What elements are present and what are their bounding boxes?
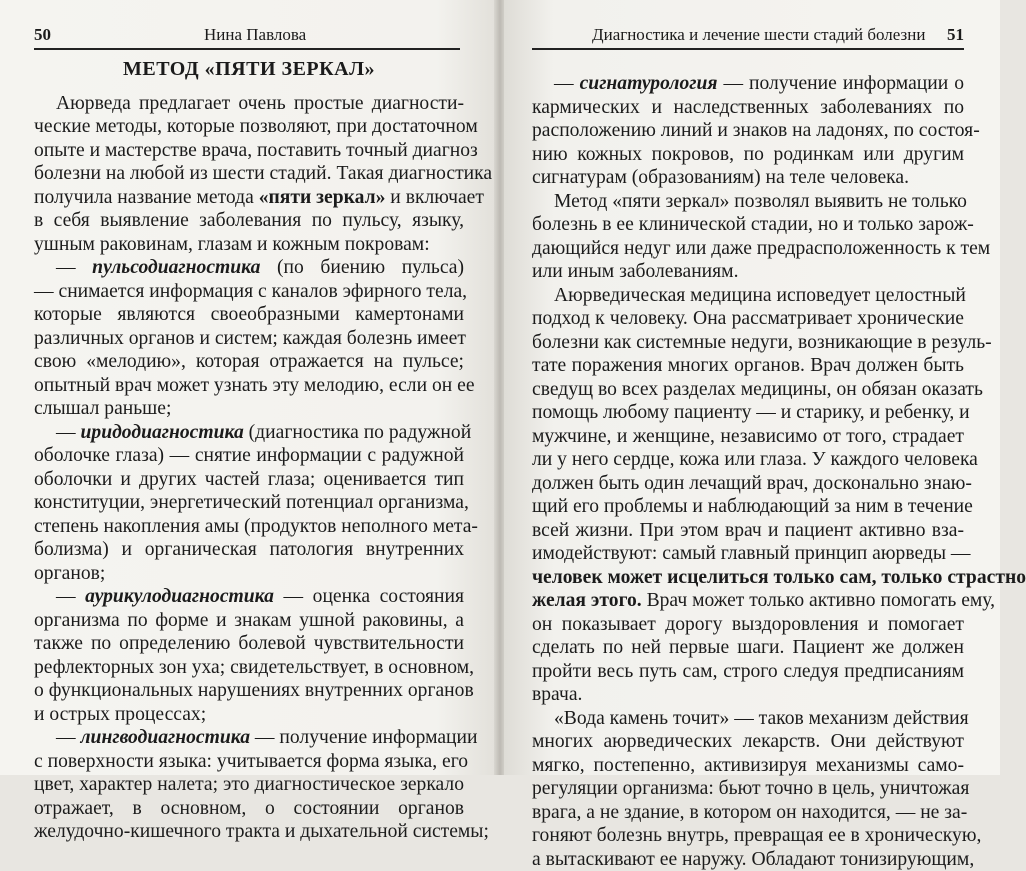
text-line: цвет, характер налета; это диагностическое зеркало <box>34 773 464 797</box>
running-head: Диагностика и лечение шести стадий болезни <box>592 25 925 45</box>
left-page-body <box>34 58 464 844</box>
text-line: ли у него сердце, кожа или глаза. У каждого человека <box>532 448 964 472</box>
text-line: — сигнатурология — получение информации о <box>532 72 964 96</box>
text-line: о функциональных нарушениях внутренних органов <box>34 679 464 703</box>
text-line: врача. <box>532 683 964 707</box>
text-line: мягко, постепенно, активизируя механизмы само- <box>532 754 964 778</box>
page-number: 51 <box>947 25 964 45</box>
text-line: дающийся недуг или даже предрасположенность к тем <box>532 237 964 261</box>
text-line: кармических и наследственных заболеваниях по <box>532 96 964 120</box>
section-title: МЕТОД «ПЯТИ ЗЕРКАЛ» <box>34 58 464 82</box>
text-line: сигнатурам (образованиям) на теле человека. <box>532 166 964 190</box>
text-line: он показывает дорогу выздоровления и помогает <box>532 613 964 637</box>
text-line: опыте и мастерстве врача, поставить точный диагноз <box>34 139 464 163</box>
text-line: также по определению болевой чувствительности <box>34 632 464 656</box>
text-line: болезни на любой из шести стадий. Такая диагностика <box>34 162 464 186</box>
right-page-body <box>532 72 964 871</box>
text-line: с поверхности языка: учитывается форма языка, его <box>34 750 464 774</box>
text-line: Метод «пяти зеркал» позволял выявить не только <box>532 190 964 214</box>
text-line: — лингводиагностика — получение информации <box>34 726 464 750</box>
text-line: врага, а не здание, в котором он находится, — не за- <box>532 801 964 825</box>
text-line: ческие методы, которые позволяют, при достаточном <box>34 115 464 139</box>
text-line: тате поражения многих органов. Врач должен быть <box>532 354 964 378</box>
text-line: болизма) и органическая патология внутренних <box>34 538 464 562</box>
text-line: помощь любому пациенту — и старику, и ребенку, и <box>532 401 964 425</box>
text-line: болезнь в ее клинической стадии, но и только зарож- <box>532 213 964 237</box>
text-line: — пульсодиагностика (по биению пульса) <box>34 256 464 280</box>
text-line: сведущ во всех разделах медицины, он обязан оказать <box>532 378 964 402</box>
text-line: отражает, в основном, о состоянии органов <box>34 797 464 821</box>
text-line: подход к человеку. Она рассматривает хронические <box>532 307 964 331</box>
page-number: 50 <box>34 25 51 45</box>
right-page-header <box>532 22 964 50</box>
text-line: пройти весь путь сам, строго следуя предписаниям <box>532 660 964 684</box>
text-line: а вытаскивают ее наружу. Обладают тонизирующим, <box>532 848 964 871</box>
left-page-header <box>34 22 460 50</box>
text-line: Аюрведа предлагает очень простые диагности- <box>34 92 464 116</box>
text-line: регуляции организма: бьют точно в цель, уничтожая <box>532 777 964 801</box>
text-line: или иным заболеваниям. <box>532 260 964 284</box>
text-line: слышал раньше; <box>34 397 464 421</box>
text-line: Аюрведическая медицина исповедует целостный <box>532 284 964 308</box>
text-line: различных органов и систем; каждая болезнь имеет <box>34 327 464 351</box>
text-line: сделать по ней первые шаги. Пациент же должен <box>532 636 964 660</box>
text-line: болезни как системные недуги, возникающие в резуль- <box>532 331 964 355</box>
text-line: оболочки и других частей глаза; оценивается тип <box>34 468 464 492</box>
text-line: — аурикулодиагностика — оценка состояния <box>34 585 464 609</box>
text-line: оболочке глаза) — снятие информации с радужной <box>34 444 464 468</box>
text-line: нию кожных покровов, по родинкам или другим <box>532 143 964 167</box>
text-line: — иридодиагностика (диагностика по радужной <box>34 421 464 445</box>
text-line: щий его проблемы и наблюдающий за ним в течение <box>532 495 964 519</box>
text-line: «Вода камень точит» — таков механизм действия <box>532 707 964 731</box>
text-line: — снимается информация с каналов эфирного тела, <box>34 280 464 304</box>
text-line: свою «мелодию», которая отражается на пульсе; <box>34 350 464 374</box>
text-line: получила название метода «пяти зеркал» и включает <box>34 186 464 210</box>
text-line: рефлекторных зон уха; свидетельствует, в основном, <box>34 656 464 680</box>
right-page <box>504 0 1000 775</box>
text-line: должен быть один лечащий врач, досконально знаю- <box>532 472 964 496</box>
text-line: всей жизни. При этом врач и пациент активно вза- <box>532 519 964 543</box>
text-line: органов; <box>34 562 464 586</box>
text-line: многих аюрведических лекарств. Они действуют <box>532 730 964 754</box>
text-line: гоняют болезнь внутрь, превращая ее в хроническую, <box>532 824 964 848</box>
text-line: конституции, энергетический потенциал организма, <box>34 491 464 515</box>
text-line: имодействуют: самый главный принцип аюрведы — <box>532 542 964 566</box>
left-page <box>0 0 496 775</box>
text-line: ушным раковинам, глазам и кожным покровам: <box>34 233 464 257</box>
text-line: расположению линий и знаков на ладонях, по состоя- <box>532 119 964 143</box>
text-line: степень накопления амы (продуктов неполного мета- <box>34 515 464 539</box>
text-line: желая этого. Врач может только активно помогать ему, <box>532 589 964 613</box>
text-line-bold: человек может исцелиться только сам, только страстно <box>532 566 964 590</box>
text-line: и острых процессах; <box>34 703 464 727</box>
running-head: Нина Павлова <box>204 25 306 45</box>
text-line: мужчине, и женщине, независимо от того, страдает <box>532 425 964 449</box>
text-line: которые являются своеобразными камертонами <box>34 303 464 327</box>
text-line: желудочно-кишечного тракта и дыхательной системы; <box>34 820 464 844</box>
text-line: в себя выявление заболевания по пульсу, языку, <box>34 209 464 233</box>
text-line: опытный врач может узнать эту мелодию, если он ее <box>34 374 464 398</box>
text-line: организма по форме и знакам ушной раковины, а <box>34 609 464 633</box>
